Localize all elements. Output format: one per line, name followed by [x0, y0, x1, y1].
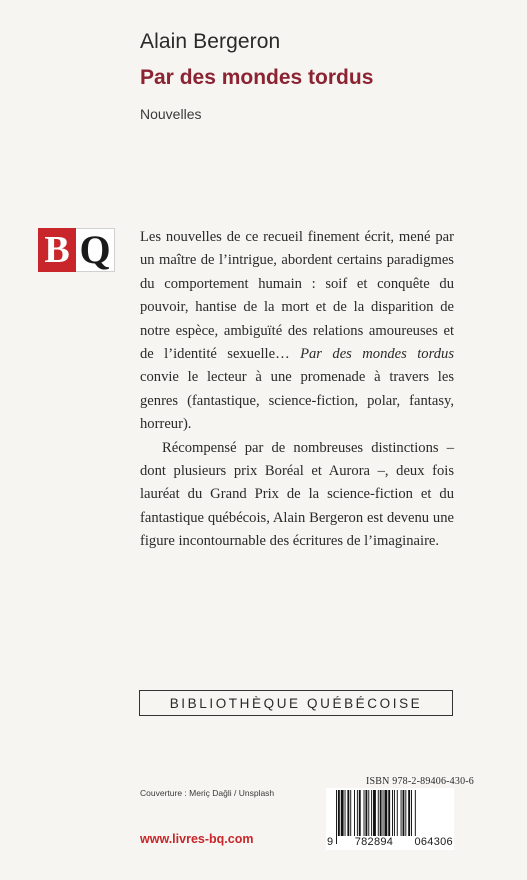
barcode-lead-digit: 9	[327, 836, 334, 848]
barcode-bar	[408, 790, 410, 836]
barcode-bar	[350, 790, 351, 836]
cover-credit: Couverture : Meriç Dağli / Unsplash	[140, 788, 275, 798]
barcode-group-2: 064306	[414, 836, 453, 848]
barcode-bar	[338, 790, 340, 836]
barcode-bar	[341, 790, 344, 836]
blurb-text	[140, 226, 454, 554]
barcode-bar	[347, 790, 349, 836]
barcode-bar	[384, 790, 387, 836]
barcode-bar	[397, 790, 398, 836]
barcode-bar	[403, 790, 405, 836]
blurb-p1-title: Par des mondes tordus	[300, 346, 455, 363]
bq-logo	[38, 228, 115, 272]
blurb-p1-end: convie le lecteur à une promenade à travers les genres (fantastique, science-fiction, polar, fantasy, horreur).	[140, 369, 454, 433]
barcode-digits	[326, 836, 454, 848]
blurb-p1-start: Les nouvelles de ce recueil finement écrit, mené par un maître de l’intrigue, abordent certains paradigmes du comportement humain : soif et conquête du pouvoir, hantise de la mort et de la disparition de notre espèce, ambiguïté des relations amoureuses et de l’identité sexuelle…	[140, 229, 454, 363]
blurb-paragraph-1	[140, 226, 454, 437]
book-title: Par des mondes tordus	[140, 66, 374, 89]
bq-logo-q: Q	[76, 228, 115, 272]
barcode-bar	[383, 790, 384, 836]
barcode-group-1: 782894	[354, 836, 394, 848]
barcode-bar	[364, 790, 365, 836]
barcode-bar	[380, 790, 382, 836]
collection-name: BIBLIOTHÈQUE QUÉBÉCOISE	[139, 690, 453, 716]
barcode-bar	[388, 790, 390, 836]
book-genre: Nouvelles	[140, 106, 202, 122]
blurb-paragraph-2: Récompensé par de nombreuses distinctions – dont plusieurs prix Boréal et Aurora –, deux fois lauréat du Grand Prix de la science-fiction et du fantastique québécois, Alain Bergeron est devenu une figure incontournable des écritures de l’imaginaire.	[140, 439, 454, 550]
barcode-bar	[354, 790, 355, 836]
barcode-bar	[345, 790, 346, 836]
barcode-bar	[359, 790, 361, 836]
barcode-bar	[401, 790, 402, 836]
barcode-bar	[368, 790, 369, 836]
bq-logo-b: B	[38, 228, 76, 272]
barcode-bar	[371, 790, 372, 836]
barcode-bar	[411, 790, 412, 836]
barcode-bar	[365, 790, 367, 836]
barcode-bar	[373, 790, 376, 836]
publisher-website[interactable]: www.livres-bq.com	[140, 832, 254, 846]
barcode-bar	[394, 790, 395, 836]
barcode-bar	[405, 790, 406, 836]
author-name: Alain Bergeron	[140, 30, 281, 53]
barcode-bar	[357, 790, 358, 836]
barcode-bar	[392, 790, 393, 836]
isbn-number: ISBN 978-2-89406-430-6	[366, 776, 475, 787]
